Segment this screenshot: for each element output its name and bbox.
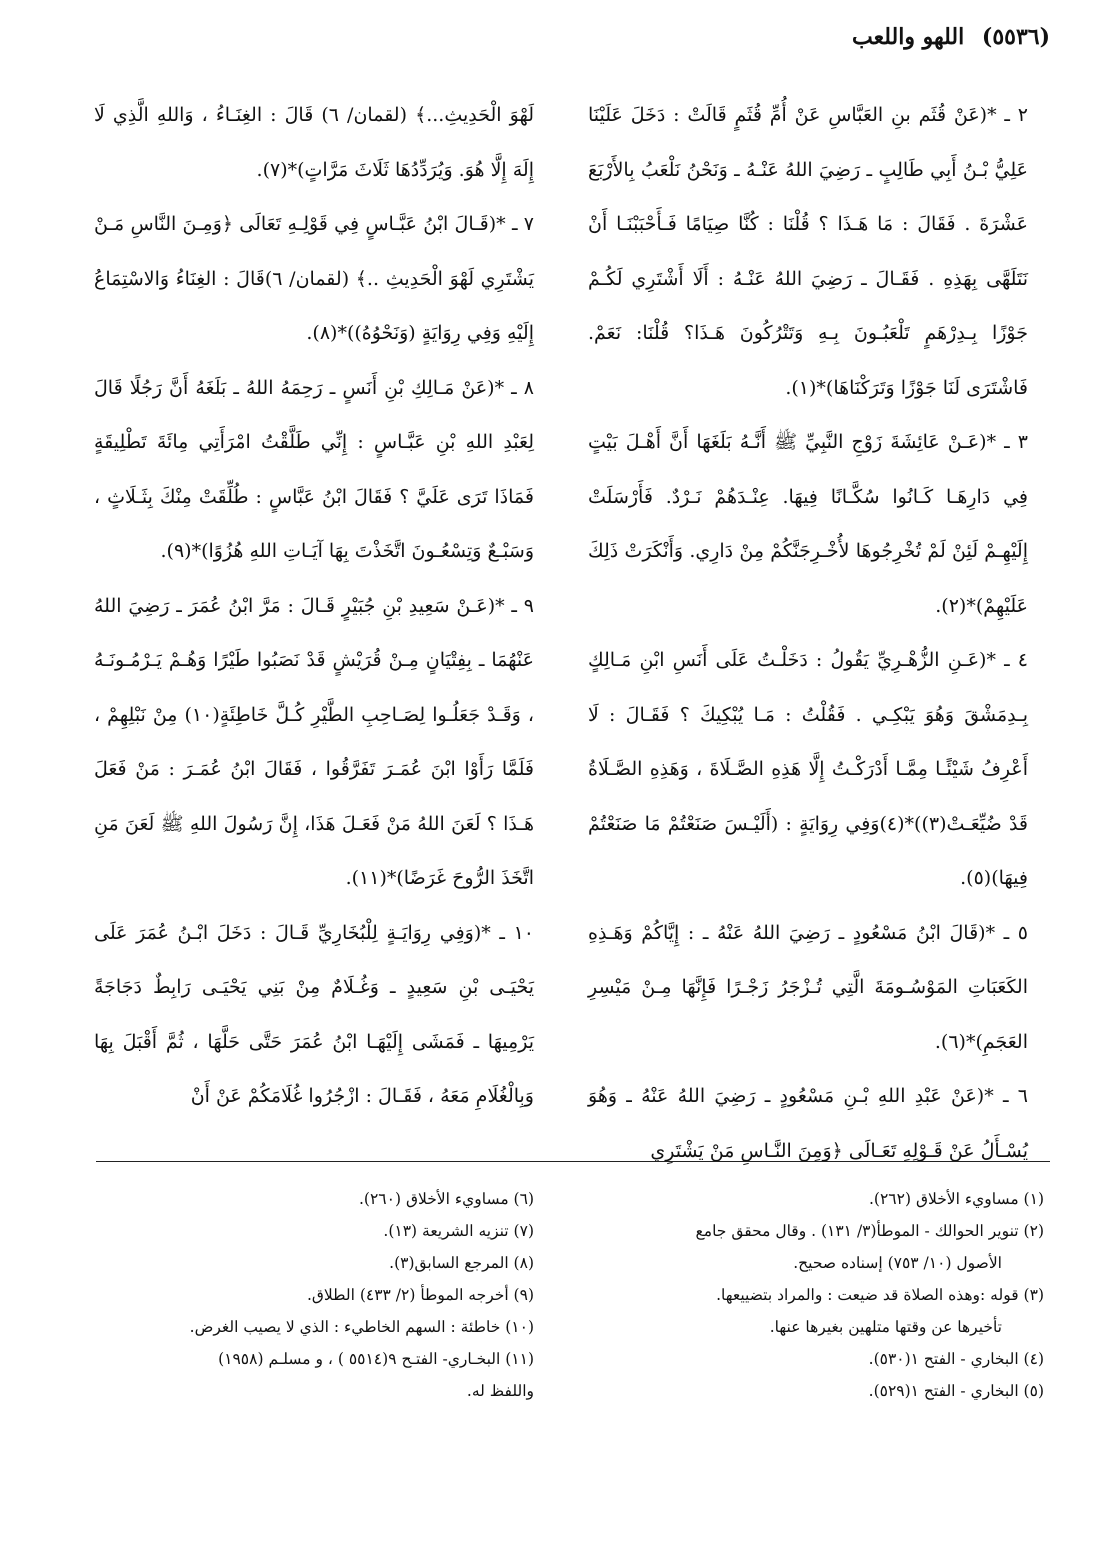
footnotes-left — [74, 1183, 534, 1407]
paragraph: ١٠ ـ *(وَفِي رِوَايَـةٍ لِلْبُخَارِيِّ قَـالَ : دَخَلَ ابْـنُ عُمَرَ عَلَى يَحْيَـى بْنِ سَعِيدٍ ـ وَغُـلَامٌ مِنْ بَنِي يَحْيَـى رَابِطٌ دَجَاجَةً يَرْمِيهَا ـ فَمَشَى إِلَيْهَـا ابْنُ عُمَرَ حَتَّى حَلَّهَا ، ثُمَّ أَقْبَلَ بِهَا وَبِالْغُلَامِ مَعَهُ ، فَقَـالَ : ازْجُرُوا غُلَامَكُمْ عَنْ أَنْ — [94, 921, 534, 1107]
footnote-divider — [96, 1161, 1050, 1162]
text-column-left — [94, 88, 534, 1124]
paragraph: ٤ ـ *(عَـنِ الزُّهْـرِيِّ يَقُولُ : دَخَلْـتُ عَلَى أَنَسِ ابْنِ مَـالِكٍ بِـدِمَشْقَ وَهُوَ يَبْكِـي . فَقُلْتُ : مَـا يُبْكِيكَ ؟ فَقَـالَ : لَا أَعْرِفُ شَيْئًـا مِمَّـا أَدْرَكْـتُ إِلَّا هَذِهِ الصَّـلَاةَ ، وَهَذِهِ الصَّـلَاةُ قَدْ ضُيِّعَـتْ(٣))*(٤)وَفِي رِوَايَةٍ : (أَلَيْـسَ صَنَعْتُمْ مَا صَنَعْتُمْ فِيهَا)(٥). — [588, 649, 1029, 889]
footnote-continuation: واللفظ له. — [466, 1382, 534, 1400]
footnote: (٨) المرجع السابق(٣). — [389, 1254, 534, 1272]
footnote: (٦) مساويء الأخلاق (٢٦٠). — [359, 1190, 534, 1208]
footnote: (٥) البخاري - الفتح ١(٥٢٩). — [868, 1382, 1044, 1400]
page-number: (٥٥٣٦) — [981, 24, 1050, 50]
paragraph: ٧ ـ *(قَـالَ ابْنُ عَبَّـاسٍ فِي قَوْلِـهِ تَعَالَى ﴿وَمِـنَ النَّاسِ مَـنْ يَشْتَرِي لَهْوَ الْحَدِيثِ ..﴾ (لقمان/ ٦)قَالَ : الغِنَاءُ وَالاسْتِمَاعُ إِلَيْهِ وَفِي رِوَايَةٍ (وَنَحْوُهُ))*(٨). — [94, 213, 534, 344]
footnote: (٧) تنزيه الشريعة (١٣). — [383, 1222, 534, 1240]
footnote: (٢) تنوير الحوالك - الموطأ(٣/ ١٣١) . وقال محقق جامع — [695, 1222, 1044, 1240]
footnote: (٩) أخرجه الموطأ (٢/ ٤٣٣) الطلاق. — [306, 1286, 534, 1304]
footnotes-right — [584, 1183, 1044, 1407]
footnote: (١١) البخـاري- الفتـح ٩(٥٥١٤ ) ، و مسلـم (١٩٥٨) — [218, 1350, 534, 1368]
footnote-continuation: تأخيرها عن وقتها متلهين بغيرها عنها. — [769, 1318, 1002, 1336]
text-column-right — [588, 88, 1028, 1178]
paragraph: ٥ ـ *(قَالَ ابْنُ مَسْعُودٍ ـ رَضِيَ اللهُ عَنْهُ ـ : إِيَّاكُمْ وَهَـذِهِ الكَعَبَاتِ المَوْسُـومَةَ الَّتِي تُـزْجَرُ زَجْـرًا فَإِنَّهَا مِـنْ مَيْسِرِ العَجَمِ)*(٦). — [588, 921, 1028, 1053]
paragraph: ٦ ـ *(عَنْ عَبْدِ اللهِ بْـنِ مَسْعُودٍ ـ رَضِيَ اللهُ عَنْهُ ـ وَهُوَ يُسْـأَلُ عَنْ قَـوْلِهِ تَعَـالَى ﴿وَمِنَ النَّـاسِ مَنْ يَشْتَرِي — [588, 1085, 1028, 1162]
footnote-continuation: الأصول (١٠/ ٧٥٣) إسناده صحيح. — [793, 1254, 1002, 1272]
paragraph: ٣ ـ *(عَـنْ عَائِشَةَ زَوْجِ النَّبِيِّ ﷺ أَنَّـهُ بَلَغَهَا أَنَّ أَهْـلَ بَيْتٍ فِي دَارِهَـا كَـانُوا سُكَّـانًا فِيهَا. عِنْـدَهُمْ نَـرْدٌ. فَأَرْسَلَتْ إِلَيْهِـمْ لَئِنْ لَمْ تُخْرِجُوهَا لأُخْـرِجَنَّكُمْ مِنْ دَارِي. وَأَنْكَرَتْ ذَلِكَ عَلَيْهِمْ)*(٢). — [588, 431, 1028, 617]
chapter-title: اللهو واللعب — [852, 24, 965, 50]
paragraph: لَهْوَ الْحَدِيثِ...﴾ (لقمان/ ٦) قَالَ : الغِنَـاءُ ، وَاللهِ الَّذِي لَا إِلَهَ إِلَّا هُوَ. وَيُرَدِّدُهَا ثَلَاثَ مَرَّاتٍ)*(٧). — [94, 104, 534, 181]
paragraph: ٢ ـ *(عَنْ قُثَم بنِ العَبَّاسِ عَنْ أُمِّ قُثَمٍ قَالَتْ : دَخَلَ عَلَيْنَا عَلِيُّ بْـنُ أَبِي طَالِبٍ ـ رَضِيَ اللهُ عَنْـهُ ـ وَنَحْنُ نَلْعَبُ بِالأَرْبَعَ عَشْرَةَ . فَقَالَ : مَا هَـذَا ؟ قُلْنَا : كُنَّا صِيَامًا فَـأَحْبَبْنَـا أَنْ نَتَلَهَّى بِهَذِهِ . فَقَـالَ ـ رَضِيَ اللهُ عَنْـهُ : أَلَا أَشْتَرِي لَكُـمْ جَوْزًا بِـدِرْهَمٍ تَلْعَبُـونَ بِـهِ وَتَتْرُكُونَ هَـذَا؟ قُلْنَا: نَعَمْ. فَاشْتَرَى لَنَا جَوْزًا وَتَرَكْنَاهَا)*(١). — [588, 104, 1028, 399]
paragraph: ٨ ـ *(عَنْ مَـالِكِ بْنِ أَنَسٍ ـ رَحِمَهُ اللهُ ـ بَلَغَهُ أَنَّ رَجُلًا قَالَ لِعَبْدِ اللهِ بْنِ عَبَّـاسٍ : إِنِّي طَلَّقْتُ امْرَأَتِي مِائَةَ تَطْلِيقَةٍ فَمَاذَا تَرَى عَلَيَّ ؟ فَقَالَ ابْنُ عَبَّاسٍ : طُلِّقَتْ مِنْكَ بِثَـلَاثٍ ، وَسَبْـعٌ وَتِسْعُـونَ اتَّخَذْتَ بِهَا آيَـاتِ اللهِ هُزُوًا)*(٩). — [94, 376, 534, 562]
page-header — [852, 24, 1050, 50]
footnote: (٣) قوله :وهذه الصلاة قد ضيعت : والمراد بتضييعها. — [716, 1286, 1044, 1304]
paragraph: ٩ ـ *(عَـنْ سَعِيدِ بْنِ جُبَيْرٍ قَـالَ : مَرَّ ابْنُ عُمَرَ ـ رَضِيَ اللهُ عَنْهُمَا ـ بِفِتْيَانٍ مِـنْ قُرَيْشٍ قَدْ نَصَبُوا طَيْرًا وَهُـمْ يَـرْمُـونَـهُ ، وَقَـدْ جَعَلُـوا لِصَـاحِبِ الطَّيْرِ كُـلَّ خَاطِئَةٍ(١٠) مِنْ نَبْلِهِمْ ، فَلَمَّا رَأَوْا ابْنَ عُمَـرَ تَفَرَّقُوا ، فَقَالَ ابْنُ عُمَـرَ : مَنْ فَعَلَ هَـذَا ؟ لَعَنَ اللهُ مَنْ فَعَـلَ هَذَا، إِنَّ رَسُولَ اللهِ ﷺ لَعَنَ مَنِ اتَّخَذَ الرُّوحَ غَرَضًا)*(١١). — [94, 594, 534, 889]
footnote: (١٠) خاطئة : السهم الخاطيء : الذي لا يصيب الغرض. — [189, 1318, 534, 1336]
footnote: (٤) البخاري - الفتح ١(٥٣٠). — [868, 1350, 1044, 1368]
footnote: (١) مساويء الأخلاق (٢٦٢). — [869, 1190, 1044, 1208]
